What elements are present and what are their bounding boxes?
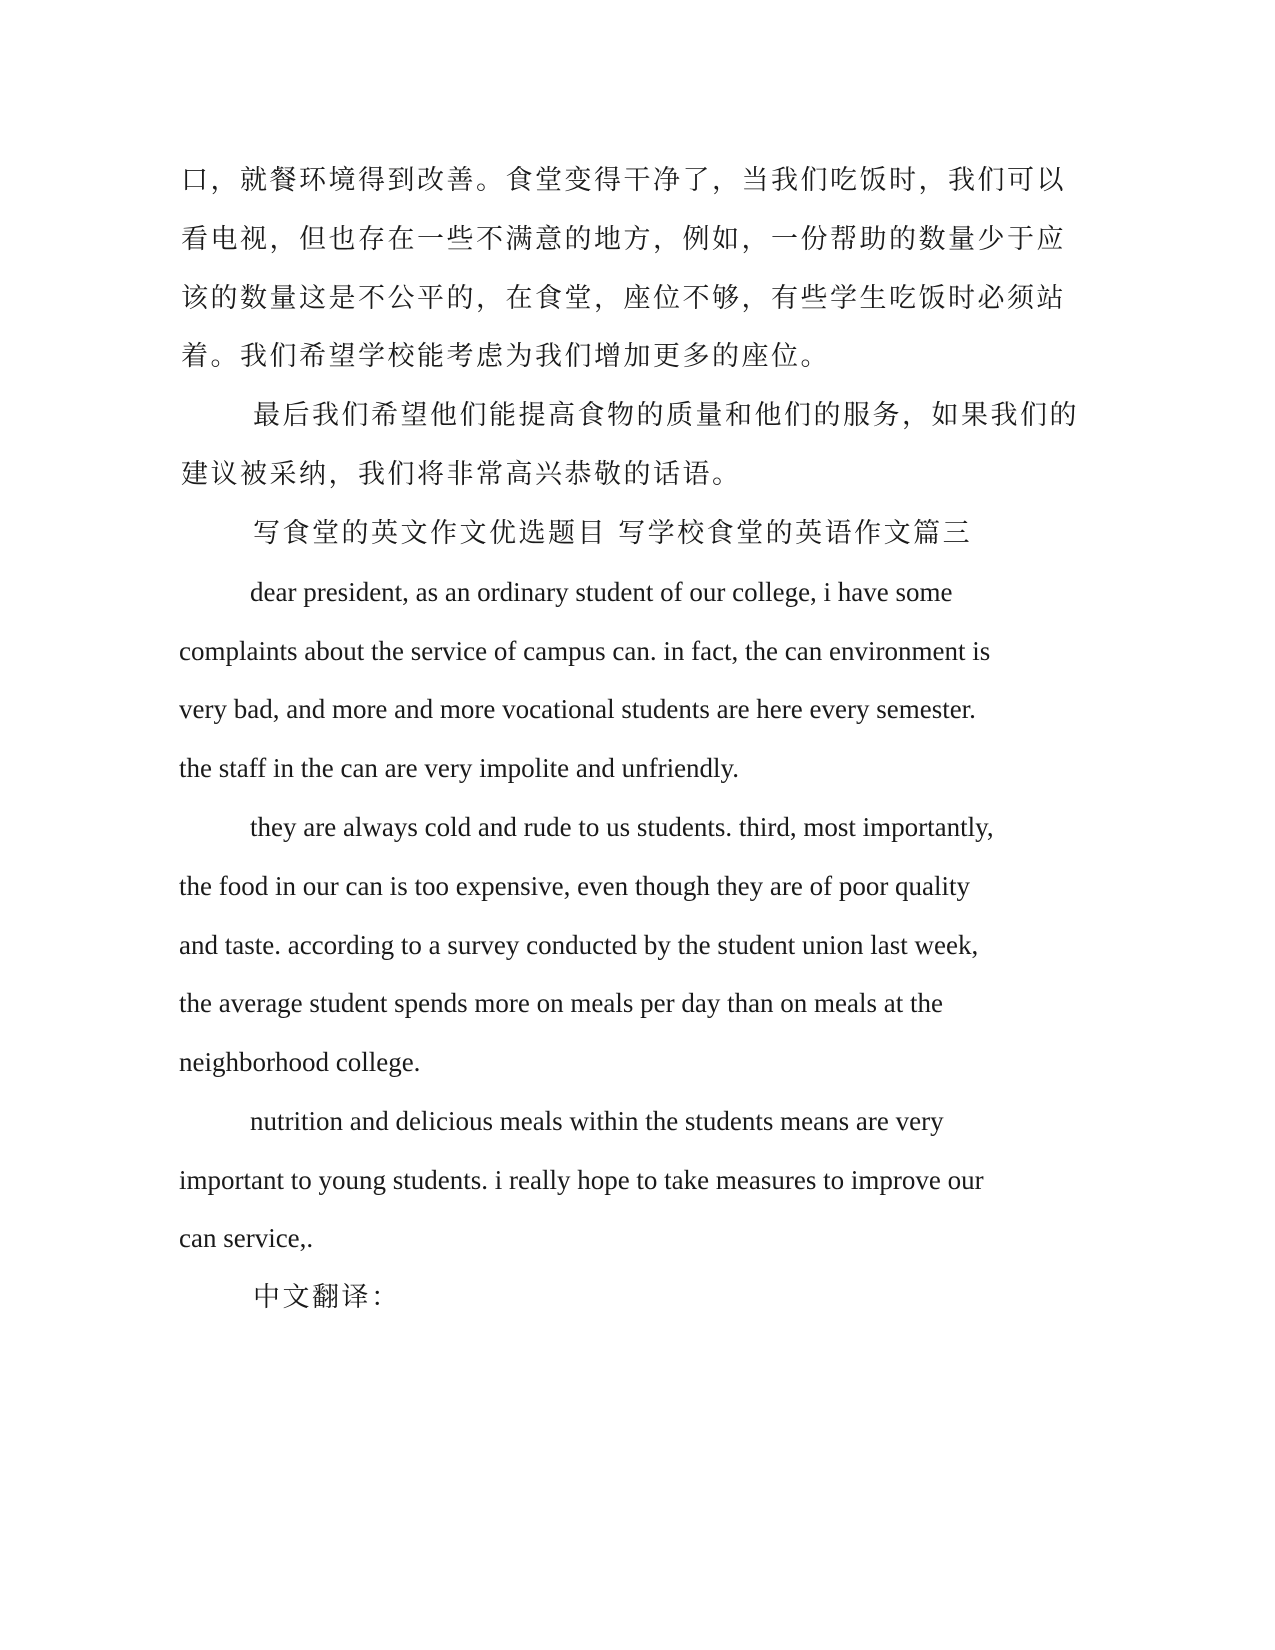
text-line: the average student spends more on meals per day than on meals at the — [179, 988, 944, 1018]
text-line: important to young students. i really hope to take measures to improve our — [179, 1165, 984, 1195]
text-line: 看电视，但也存在一些不满意的地方，例如，一份帮助的数量少于应 — [181, 224, 1066, 255]
text-line: neighborhood college. — [179, 1047, 421, 1077]
translation-heading: 中文翻译： — [253, 1282, 401, 1313]
section-title: 写食堂的英文作文优选题目 写学校食堂的英语作文篇三 — [253, 518, 973, 549]
text-line: nutrition and delicious meals within the students means are very — [250, 1106, 944, 1136]
text-line: very bad, and more and more vocational students are here every semester. — [179, 694, 976, 724]
text-line: 口，就餐环境得到改善。食堂变得干净了，当我们吃饭时，我们可以 — [181, 165, 1066, 196]
text-line: can service,. — [179, 1223, 314, 1253]
text-line: the food in our can is too expensive, even though they are of poor quality — [179, 871, 971, 901]
text-line: 该的数量这是不公平的，在食堂，座位不够，有些学生吃饭时必须站 — [181, 283, 1066, 314]
text-line: 最后我们希望他们能提高食物的质量和他们的服务，如果我们的 — [253, 400, 1079, 431]
text-line: they are always cold and rude to us students. third, most importantly, — [250, 812, 994, 842]
text-line: the staff in the can are very impolite and unfriendly. — [179, 753, 740, 783]
text-line: complaints about the service of campus can. in fact, the can environment is — [179, 636, 991, 666]
text-line: 着。我们希望学校能考虑为我们增加更多的座位。 — [181, 341, 830, 372]
text-line: dear president, as an ordinary student of our college, i have some — [250, 577, 953, 607]
text-line: 建议被采纳，我们将非常高兴恭敬的话语。 — [181, 459, 742, 490]
text-line: and taste. according to a survey conducted by the student union last week, — [179, 930, 979, 960]
